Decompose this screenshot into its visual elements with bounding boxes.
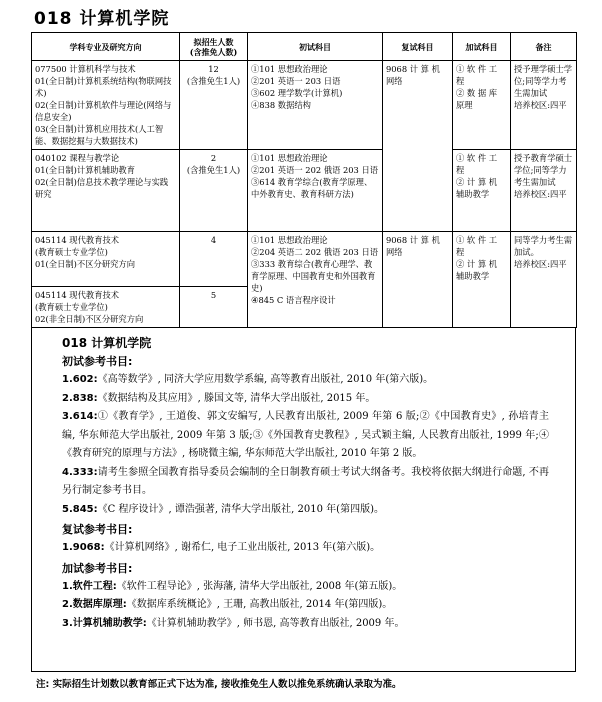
- table-row: [32, 150, 577, 232]
- quota-value: 12: [208, 64, 219, 74]
- retest-reference-heading: 复试参考书目:: [62, 523, 133, 536]
- reference-item: [62, 539, 549, 558]
- header-quota-line2: (含推免人数): [189, 46, 238, 57]
- initial-subject: ①101 思想政治理论: [251, 64, 328, 74]
- major-cell: [32, 150, 180, 232]
- reference-item: [62, 371, 549, 390]
- initial-cell: [248, 150, 383, 232]
- reference-item: [62, 390, 549, 409]
- extra-reference-heading: 加试参考书目:: [62, 561, 133, 575]
- initial-subject: ④838 数据结构: [251, 100, 311, 111]
- major-line: 01(全日制)计算机系统结构(物联网技术): [35, 76, 172, 99]
- reference-text: 《数据结构及其应用》, 滕国文等, 清华大学出版社, 2015 年。: [97, 392, 376, 404]
- initial-reference-heading: 初试参考书目:: [62, 355, 133, 368]
- retest-cell: 9068 计 算 机 网络: [383, 61, 453, 232]
- reference-key: 1.602:: [62, 374, 98, 385]
- header-remarks: 备注: [511, 33, 577, 61]
- initial-subject: ②201 英语一 202 俄语 203 日语: [251, 165, 379, 176]
- major-line: 077500 计算机科学与技术: [35, 64, 136, 74]
- table-header-row: [32, 33, 577, 61]
- remarks-line: 授予教育学硕士学位;同等学力考生需加试: [514, 153, 573, 188]
- major-cell: [32, 232, 180, 287]
- reference-text: ①《教育学》, 王道俊、郭文安编写, 人民教育出版社, 2009 年第 6 版;②《中国教育史》, 孙培青主编, 华东师范大学出版社, 2009 年第 3 版;③《外国教育史教程》, 吴式颖主编, 人民教育出版社, 1999 年;④《教育研究的原理与方法》, 杨晓微主编, 华东师范大学出版社, 2010 年第 2 版。: [62, 411, 549, 459]
- reference-key: 3.614:: [62, 411, 98, 422]
- admissions-table: [31, 32, 577, 328]
- header-quota-line1: 拟招生人数: [193, 36, 234, 47]
- extra-subject: ① 软 件 工 程: [456, 64, 498, 87]
- remarks-line: 授予理学硕士学位;同等学力考生需加试: [514, 64, 573, 99]
- initial-subject: ③333 教育综合(教育心理学、教育学原理、中国教育史和外国教育史): [251, 259, 376, 294]
- major-line: 01(全日制)计算机辅助教育: [35, 165, 136, 176]
- extra-cell: [453, 150, 511, 232]
- remarks-cell: [511, 150, 577, 232]
- reference-text: 《计算机辅助教学》, 师书恩, 高等教育出版社, 2009 年。: [146, 617, 405, 629]
- reference-text: 请考生参照全国教育指导委员会编制的全日制教育硕士考试大纲备考。我校将依据大纲进行命题, 不再另行制定参考书目。: [62, 466, 549, 496]
- initial-cell: [248, 61, 383, 150]
- initial-cell: [248, 232, 383, 328]
- reference-text: 《高等数学》, 同济大学应用数学系编, 高等教育出版社, 2010 年(第六版)。: [97, 374, 434, 385]
- footnote: 注: 实际招生计划数以教育部正式下达为准, 接收推免生人数以推免系统确认录取为准。: [36, 679, 402, 690]
- reference-text: 《数据库系统概论》, 王珊, 高教出版社, 2014 年(第四版)。: [126, 599, 393, 610]
- initial-subject: ①101 思想政治理论: [251, 235, 328, 246]
- quota-cell: [180, 150, 248, 232]
- extra-subject: ② 计 算 机 辅助教学: [456, 177, 498, 200]
- major-line: (教育硕士专业学位): [35, 247, 108, 258]
- header-initial: 初试科目: [248, 33, 383, 61]
- reference-item: [62, 464, 549, 501]
- initial-subject: ①101 思想政治理论: [251, 153, 328, 164]
- major-line: 02(非全日制)不区分研究方向: [35, 314, 144, 325]
- quota-note: (含推免生1人): [186, 165, 241, 176]
- extra-subject: ① 软 件 工 程: [456, 235, 498, 258]
- reference-key: 2.838:: [62, 392, 98, 404]
- initial-subject: ③602 理学数学(计算机): [251, 88, 343, 99]
- reference-item: [62, 596, 549, 615]
- header-major: 学科专业及研究方向: [32, 33, 180, 61]
- table-row: [32, 61, 577, 150]
- reference-item: [62, 615, 549, 634]
- header-retest: 复试科目: [383, 33, 453, 61]
- quota-cell: 5: [180, 287, 248, 328]
- major-line: 040102 课程与教学论: [35, 153, 120, 164]
- extra-subject: ① 软 件 工 程: [456, 153, 498, 176]
- remarks-line: 培养校区:四平: [514, 100, 567, 111]
- reference-key: 1.软件工程:: [62, 580, 117, 592]
- major-line: 02(全日制)计算机软件与理论(网络与信息安全): [35, 100, 172, 123]
- retest-cell: 9068 计 算 机 网络: [383, 232, 453, 328]
- major-cell: [32, 61, 180, 150]
- reference-key: 4.333:: [62, 466, 98, 478]
- reference-item: [62, 408, 549, 464]
- major-line: 045114 现代教育技术: [35, 290, 120, 301]
- extra-subject: ② 计 算 机 辅助教学: [456, 259, 498, 282]
- remarks-line: 培养校区:四平: [514, 189, 567, 200]
- reference-key: 2.数据库原理:: [62, 599, 127, 610]
- quota-value: 2: [210, 153, 217, 164]
- quota-cell: [180, 61, 248, 150]
- reference-section-title: 018 计算机学院: [62, 336, 152, 350]
- header-extra: 加试科目: [453, 33, 511, 61]
- reference-key: 5.845:: [62, 503, 98, 515]
- major-line: (教育硕士专业学位): [35, 302, 108, 313]
- extra-subject: ② 数 据 库 原理: [456, 88, 498, 111]
- remarks-line: 培养校区:四平: [514, 259, 567, 270]
- major-line: 045114 现代教育技术: [35, 235, 120, 246]
- major-line: 02(全日制)信息技术教学理论与实践研究: [35, 177, 169, 200]
- reference-text: 《C 程序设计》, 谭浩强著, 清华大学出版社, 2010 年(第四版)。: [97, 503, 384, 515]
- quota-cell: 4: [180, 232, 248, 287]
- quota-note: (含推免生1人): [186, 76, 241, 87]
- extra-cell: [453, 61, 511, 150]
- initial-subject: ②204 英语二 202 俄语 203 日语: [251, 247, 379, 258]
- remarks-cell: [511, 61, 577, 150]
- major-cell: [32, 287, 180, 328]
- major-line: 01(全日制)不区分研究方向: [35, 259, 136, 270]
- reference-item: [62, 501, 549, 520]
- reference-key: 1.9068:: [62, 542, 105, 553]
- table-row: [32, 232, 577, 287]
- major-line: 03(全日制)计算机应用技术(人工智能、数据挖掘与大数据技术): [35, 124, 164, 147]
- initial-subject: ④845 C 语言程序设计: [251, 295, 336, 306]
- page-title: 018 计算机学院: [34, 9, 170, 29]
- initial-subject: ②201 英语一 203 日语: [251, 76, 341, 87]
- reference-text: 《软件工程导论》, 张海藩, 清华大学出版社, 2008 年(第五版)。: [116, 580, 403, 592]
- initial-subject: ③614 教育学综合(教育学原理、中外教育史、教育科研方法): [251, 177, 373, 200]
- remarks-line: 同等学力考生需加试。: [514, 235, 573, 258]
- reference-key: 3.计算机辅助教学:: [62, 617, 147, 629]
- reference-text: 《计算机网络》, 谢希仁, 电子工业出版社, 2013 年(第六版)。: [104, 542, 381, 553]
- extra-cell: [453, 232, 511, 328]
- reference-books-section: [31, 328, 576, 672]
- header-quota: [180, 33, 248, 61]
- reference-item: [62, 578, 549, 597]
- remarks-cell: [511, 232, 577, 328]
